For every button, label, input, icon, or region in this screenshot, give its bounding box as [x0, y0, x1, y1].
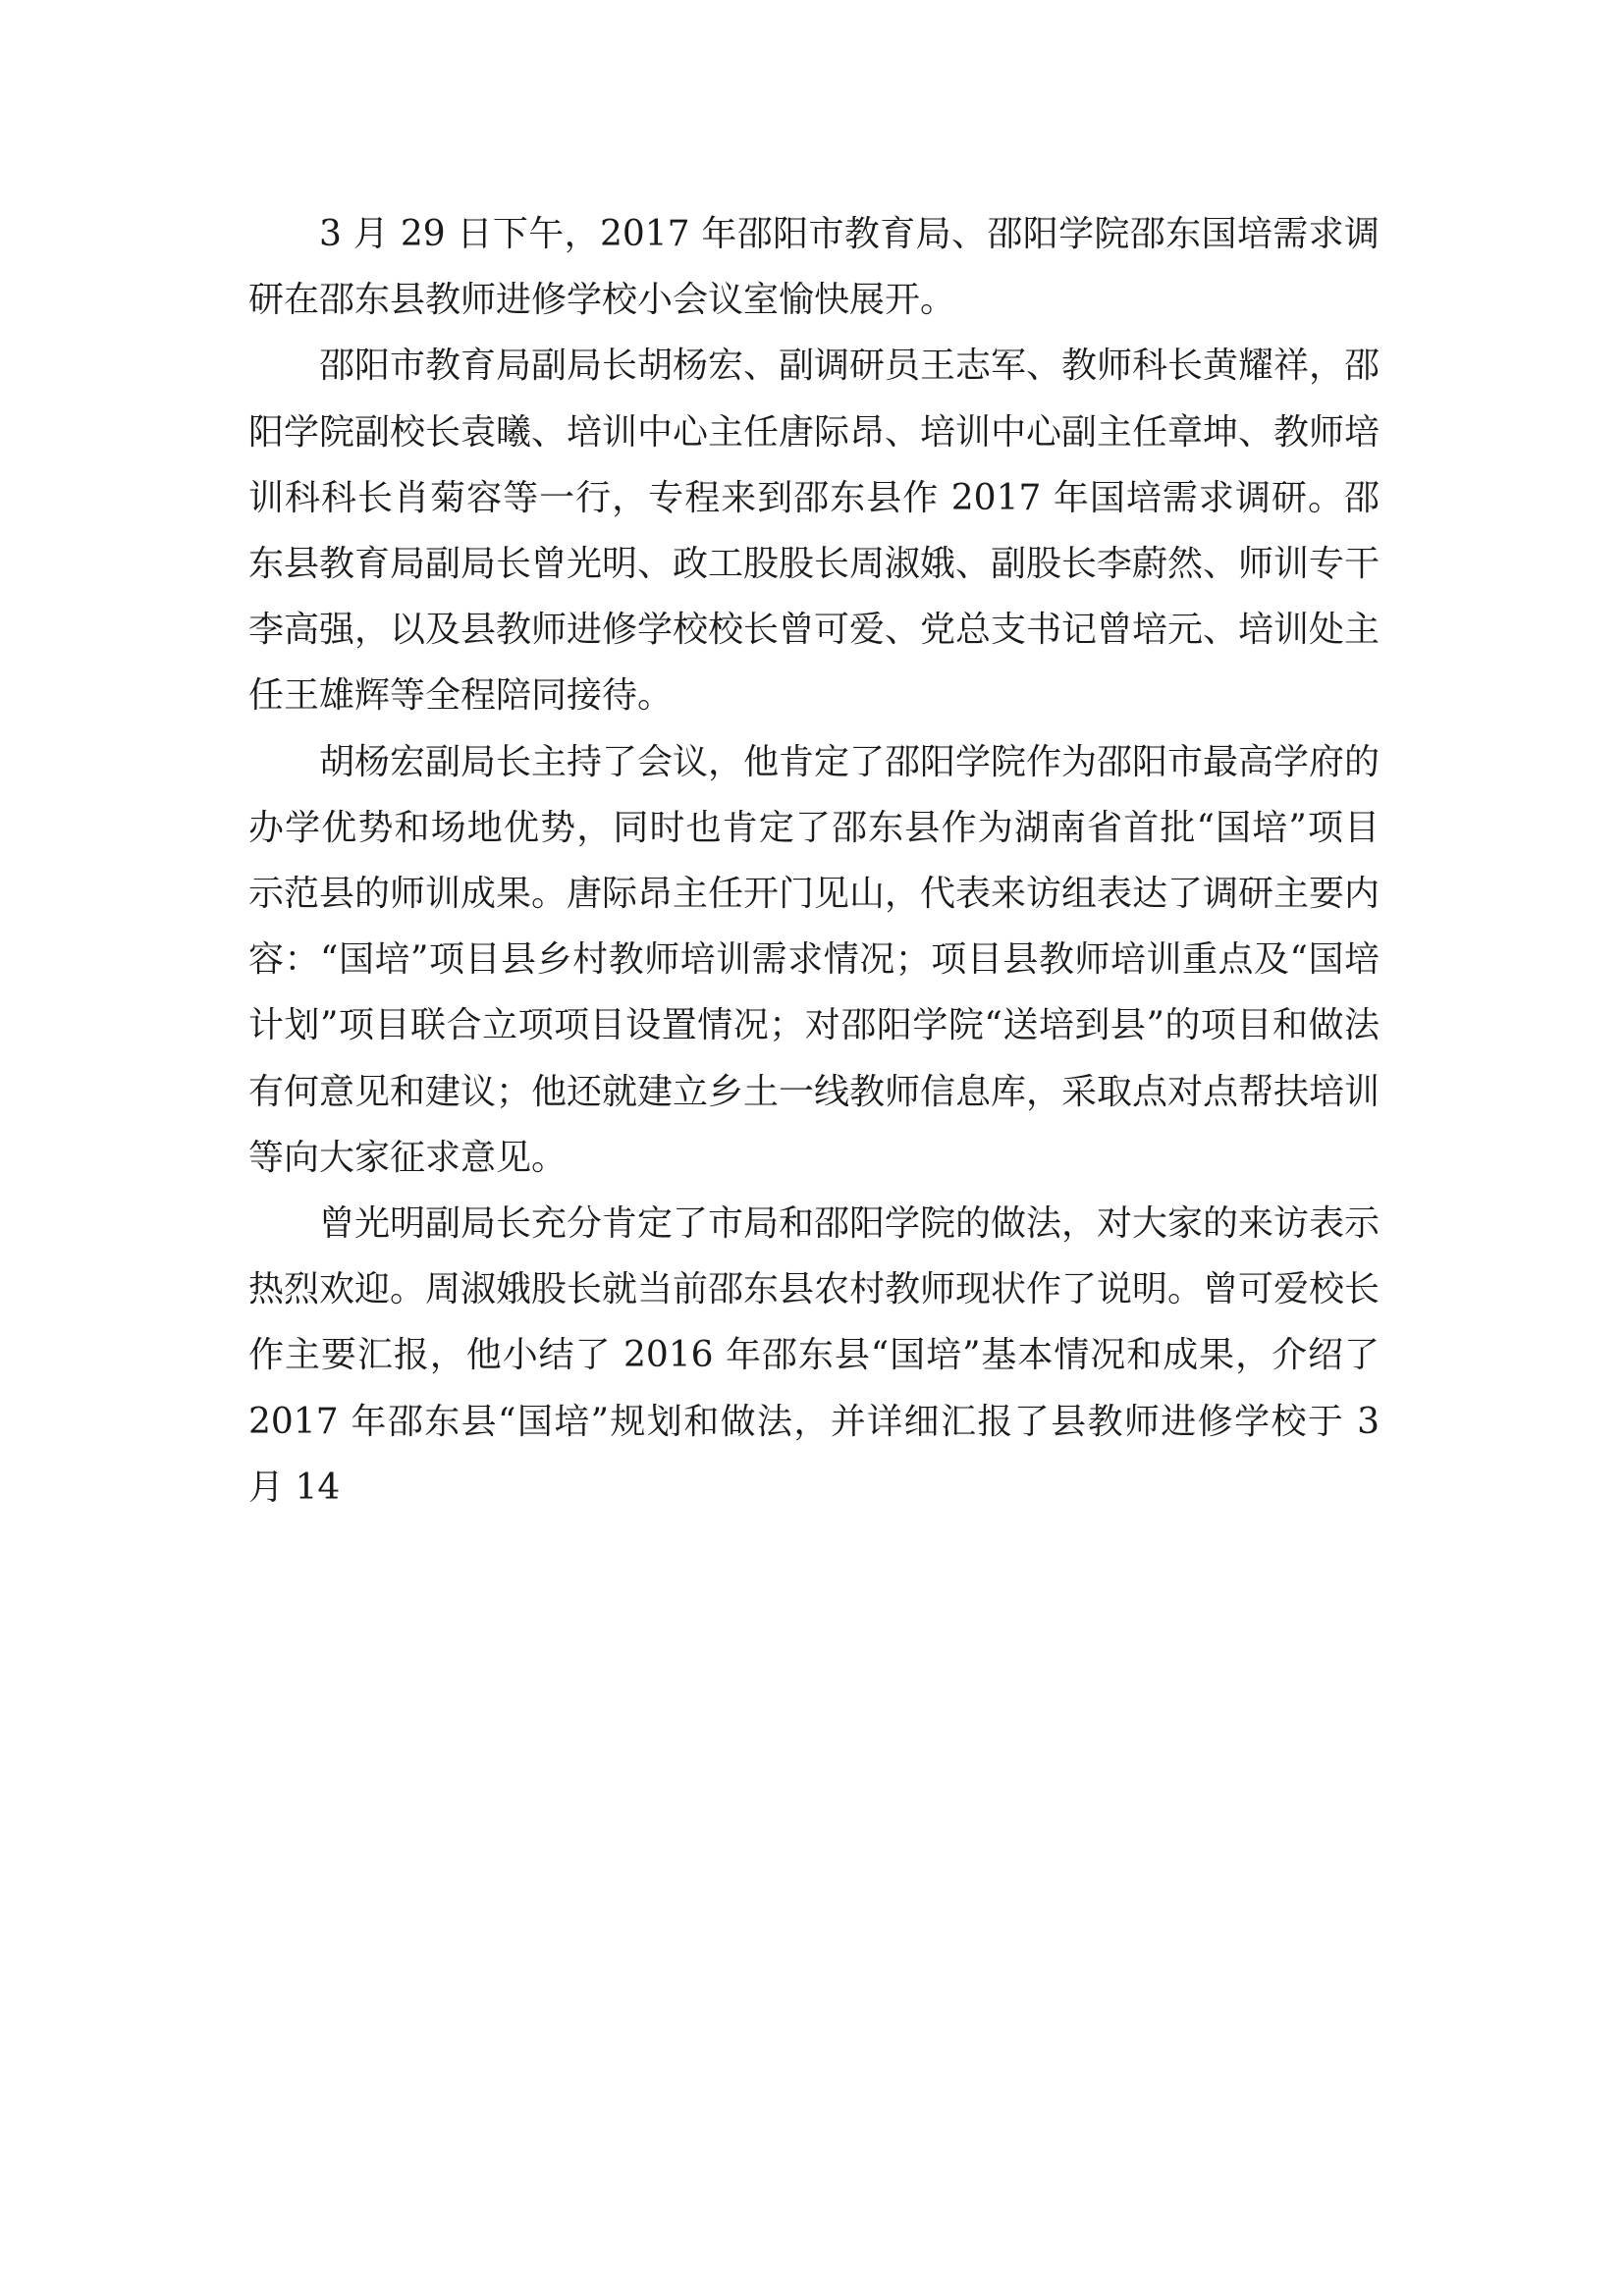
- paragraph: 曾光明副局长充分肯定了市局和邵阳学院的做法，对大家的来访表示热烈欢迎。周淑娥股长就当前邵东县农村教师现状作了说明。曾可爱校长作主要汇报，他小结了 2016 年邵东县“国培”基本情况和成果，介绍了 2017 年邵东县“国培”规划和做法，并详细汇报了县教师进修学校于 3 月 14: [248, 1203, 1380, 1508]
- paragraph: 3 月 29 日下午，2017 年邵阳市教育局、邵阳学院邵东国培需求调研在邵东县教师进修学校小会议室愉快展开。: [248, 214, 1380, 321]
- paragraph: 邵阳市教育局副局长胡杨宏、副调研员王志军、教师科长黄耀祥，邵阳学院副校长袁曦、培训中心主任唐际昂、培训中心副主任章坤、教师培训科科长肖菊容等一行，专程来到邵东县作 2017 年国培需求调研。邵东县教育局副局长曾光明、政工股股长周淑娥、副股长李蔚然、师训专干李高强，以及县教师进修学校校长曾可爱、党总支书记曾培元、培训处主任王雄辉等全程陪同接待。: [248, 346, 1380, 717]
- paragraph: 胡杨宏副局长主持了会议，他肯定了邵阳学院作为邵阳市最高学府的办学优势和场地优势，同时也肯定了邵东县作为湖南省首批“国培”项目示范县的师训成果。唐际昂主任开门见山，代表来访组表达了调研主要内容：“国培”项目县乡村教师培训需求情况；项目县教师培训重点及“国培计划”项目联合立项项目设置情况；对邵阳学院“送培到县”的项目和做法有何意见和建议；他还就建立乡土一线教师信息库，采取点对点帮扶培训等向大家征求意见。: [248, 741, 1380, 1178]
- document-body: [248, 201, 1380, 1521]
